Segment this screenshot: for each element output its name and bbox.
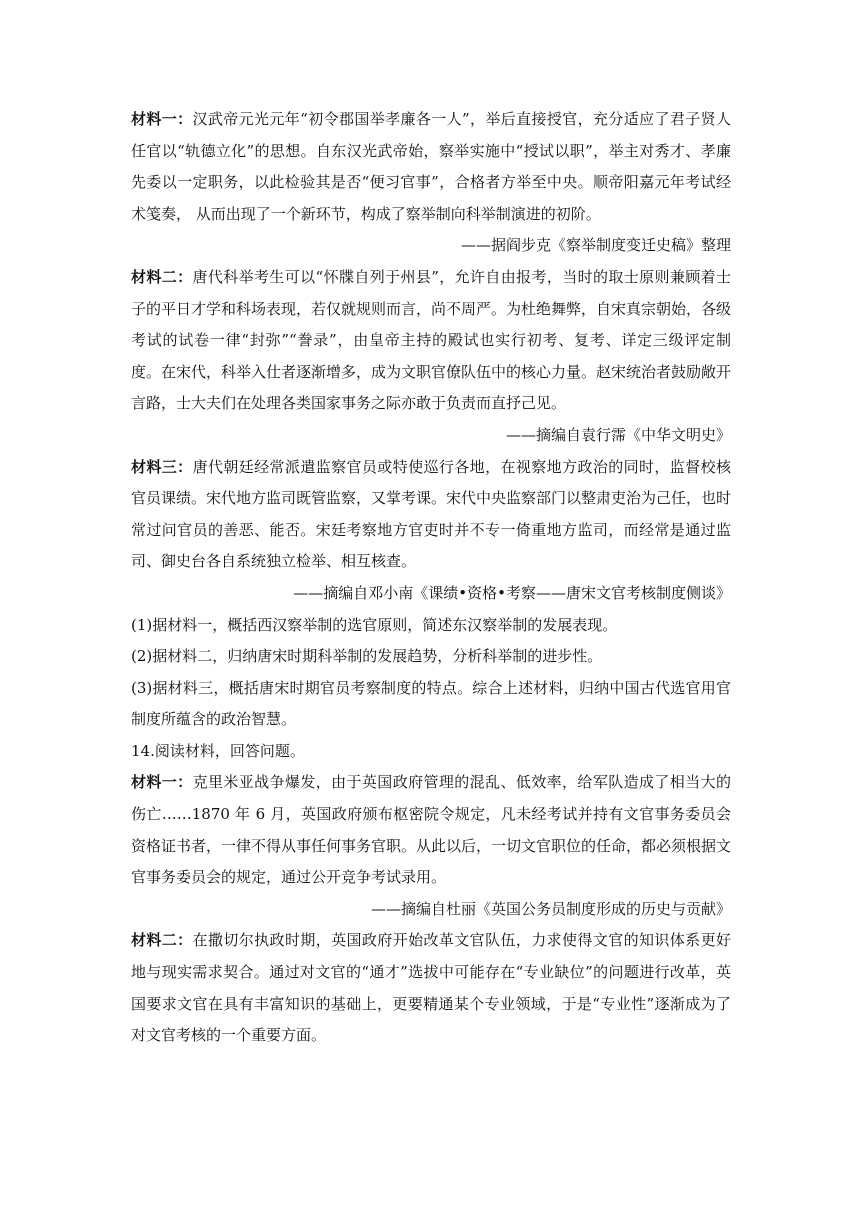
q14-material-2-label: 材料二： [131, 931, 193, 950]
material-2-label: 材料二： [131, 267, 193, 286]
material-1-text: 汉武帝元光元年“初令郡国举孝廉各一人”，举后直接授官，充分适应了君子贤人任官以“轨德立化”的思想。自东汉光武帝始，察举实施中“授试以职”，举主对秀才、孝廉先委以一定职务，以此检验其是否“便习官事”，合格者方举至中央。顺帝阳嘉元年考试经术笺奏， 从而出现了一个新环节，构成了察举制向科举制演进的初阶。 [131, 110, 731, 223]
material-1-paragraph [131, 104, 731, 230]
material-2-source: ——摘编自袁行霈《中华文明史》 [505, 425, 731, 444]
material-1-label: 材料一： [131, 110, 193, 128]
question-3: (3)据材料三，概括唐宋时期官员考察制度的特点。综合上述材料，归纳中国古代选官用官制度所蕴含的政治智慧。 [131, 678, 731, 729]
q14-material-1-text: 克里米亚战争爆发，由于英国政府管理的混乱、低效率，给军队造成了相当大的伤亡……1870 年 6 月，英国政府颁布枢密院令规定，凡未经考试并持有文官事务委员会资格证书者，一律不得从事任何事务官职。从此以后，一切文官职位的任命，都必须根据文官事务委员会的规定，通过公开竞争考试录用。 [131, 773, 732, 887]
material-1-source: ——据阎步克《察举制度变迁史稿》整理 [460, 236, 731, 255]
material-2-paragraph [131, 262, 731, 420]
q14-material-2-text: 在撒切尔执政时期，英国政府开始改革文官队伍，力求使得文官的知识体系更好地与现实需求契合。通过对文官的“通才”选拔中可能存在“专业缺位”的问题进行改革，英国要求文官在具有丰富知识的基础上，更要精通某个专业领域，于是“专业性”逐渐成为了对文官考核的一个重要方面。 [131, 931, 731, 1045]
document-page [131, 104, 731, 1052]
q14-material-1-source: ——摘编自杜丽《英国公务员制度形成的历史与贡献》 [370, 899, 731, 918]
q14-material-1-paragraph [131, 767, 731, 893]
question-14-heading: 14.阅读材料，回答问题。 [131, 741, 305, 760]
material-3-source: ——摘编自邓小南《课绩•资格•考察——唐宋文官考核制度侧谈》 [293, 583, 731, 602]
material-3-text: 唐代朝廷经常派遣监察官员或特使巡行各地，在视察地方政治的同时，监督校核官员课绩。宋代地方监司既管监察，又掌考课。宋代中央监察部门以整肃吏治为己任，也时常过问官员的善恶、能否。宋廷考察地方官吏时并不专一倚重地方监司，而经常是通过监司、御史台各自系统独立检举、相互核查。 [131, 457, 732, 571]
material-2-text: 唐代科举考生可以“怀牒自列于州县”，允许自由报考，当时的取士原则兼顾着士子的平日才学和科场表现，若仅就规则而言，尚不周严。为杜绝舞弊，自宋真宗朝始，各级考试的试卷一律“封弥”“誊录”，由皇帝主持的殿试也实行初考、复考、详定三级评定制度。在宋代，科举入仕者逐渐增多，成为文职官僚队伍中的核心力量。赵宋统治者鼓励敞开言路，士大夫们在处理各类国家事务之际亦敢于负责而直抒己见。 [131, 267, 732, 413]
material-3-paragraph [131, 452, 731, 578]
q14-material-2-paragraph [131, 925, 731, 1051]
question-2: (2)据材料二，归纳唐宋时期科举制的发展趋势，分析科举制的进步性。 [131, 647, 603, 666]
q14-material-1-label: 材料一： [131, 773, 193, 792]
material-3-label: 材料三： [131, 457, 193, 476]
question-1: (1)据材料一，概括西汉察举制的选官原则，简述东汉察举制的发展表现。 [131, 615, 618, 634]
